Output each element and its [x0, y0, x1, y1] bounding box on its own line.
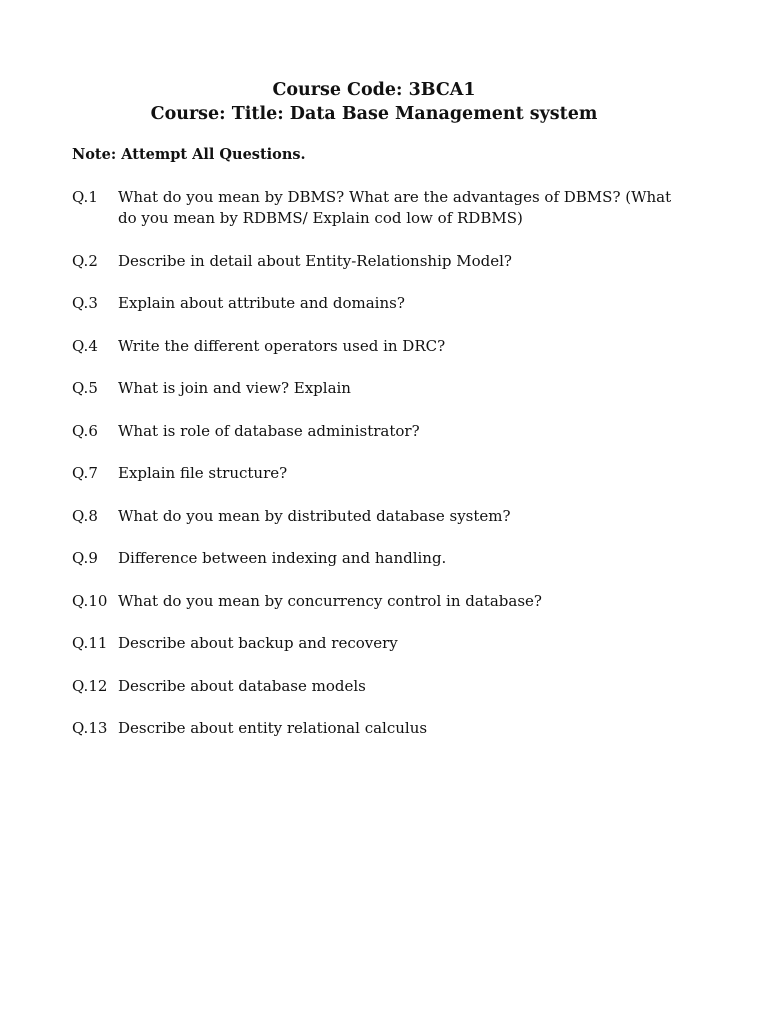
question-item-10 — [72, 591, 692, 612]
question-item-6 — [72, 421, 692, 442]
question-text: Describe in detail about Entity-Relationship Model? — [118, 251, 512, 270]
question-number: Q.9 — [72, 549, 98, 567]
instructions-note: Note: Attempt All Questions. — [72, 146, 306, 163]
question-number: Q.3 — [72, 294, 98, 312]
question-text: Describe about backup and recovery — [118, 634, 398, 652]
question-item-1 — [72, 187, 692, 229]
question-text: What is join and view? Explain — [118, 379, 351, 397]
question-item-8 — [72, 506, 692, 527]
question-number: Q.12 — [72, 676, 108, 695]
question-number: Q.13 — [72, 719, 108, 737]
question-number: Q.10 — [72, 591, 108, 610]
question-item-13 — [72, 718, 692, 739]
question-text: What do you mean by concurrency control in database? — [118, 591, 542, 610]
question-text: What do you mean by distributed database system? — [118, 506, 511, 525]
question-text: What is role of database administrator? — [118, 421, 420, 440]
question-text: Write the different operators used in DRC? — [118, 336, 446, 355]
question-item-3 — [72, 293, 692, 314]
question-item-5 — [72, 378, 692, 399]
question-number: Q.6 — [72, 421, 98, 440]
question-list — [72, 187, 692, 761]
question-number: Q.11 — [72, 634, 108, 652]
question-item-7 — [72, 463, 692, 484]
course-title: Course: Title: Data Base Management system — [150, 104, 598, 124]
course-code: Course Code: 3BCA1 — [272, 80, 476, 100]
question-text: Describe about entity relational calculus — [118, 719, 428, 737]
question-item-9 — [72, 548, 692, 569]
question-item-2 — [72, 251, 692, 272]
question-number: Q.2 — [72, 251, 98, 270]
question-item-4 — [72, 336, 692, 357]
document-header — [0, 78, 748, 126]
question-text: What do you mean by DBMS? What are the advantages of DBMS? (What do you mean by RDBMS/ Explain cod low of RDBMS) — [118, 188, 672, 227]
question-item-11 — [72, 633, 692, 654]
question-text: Explain file structure? — [118, 464, 288, 482]
question-item-12 — [72, 676, 692, 697]
question-text: Describe about database models — [118, 676, 366, 695]
question-text: Explain about attribute and domains? — [118, 294, 405, 312]
question-number: Q.5 — [72, 379, 98, 397]
question-number: Q.4 — [72, 336, 98, 355]
question-number: Q.7 — [72, 464, 98, 482]
question-number: Q.8 — [72, 506, 98, 525]
question-text: Difference between indexing and handling. — [118, 549, 447, 567]
question-number: Q.1 — [72, 188, 98, 206]
